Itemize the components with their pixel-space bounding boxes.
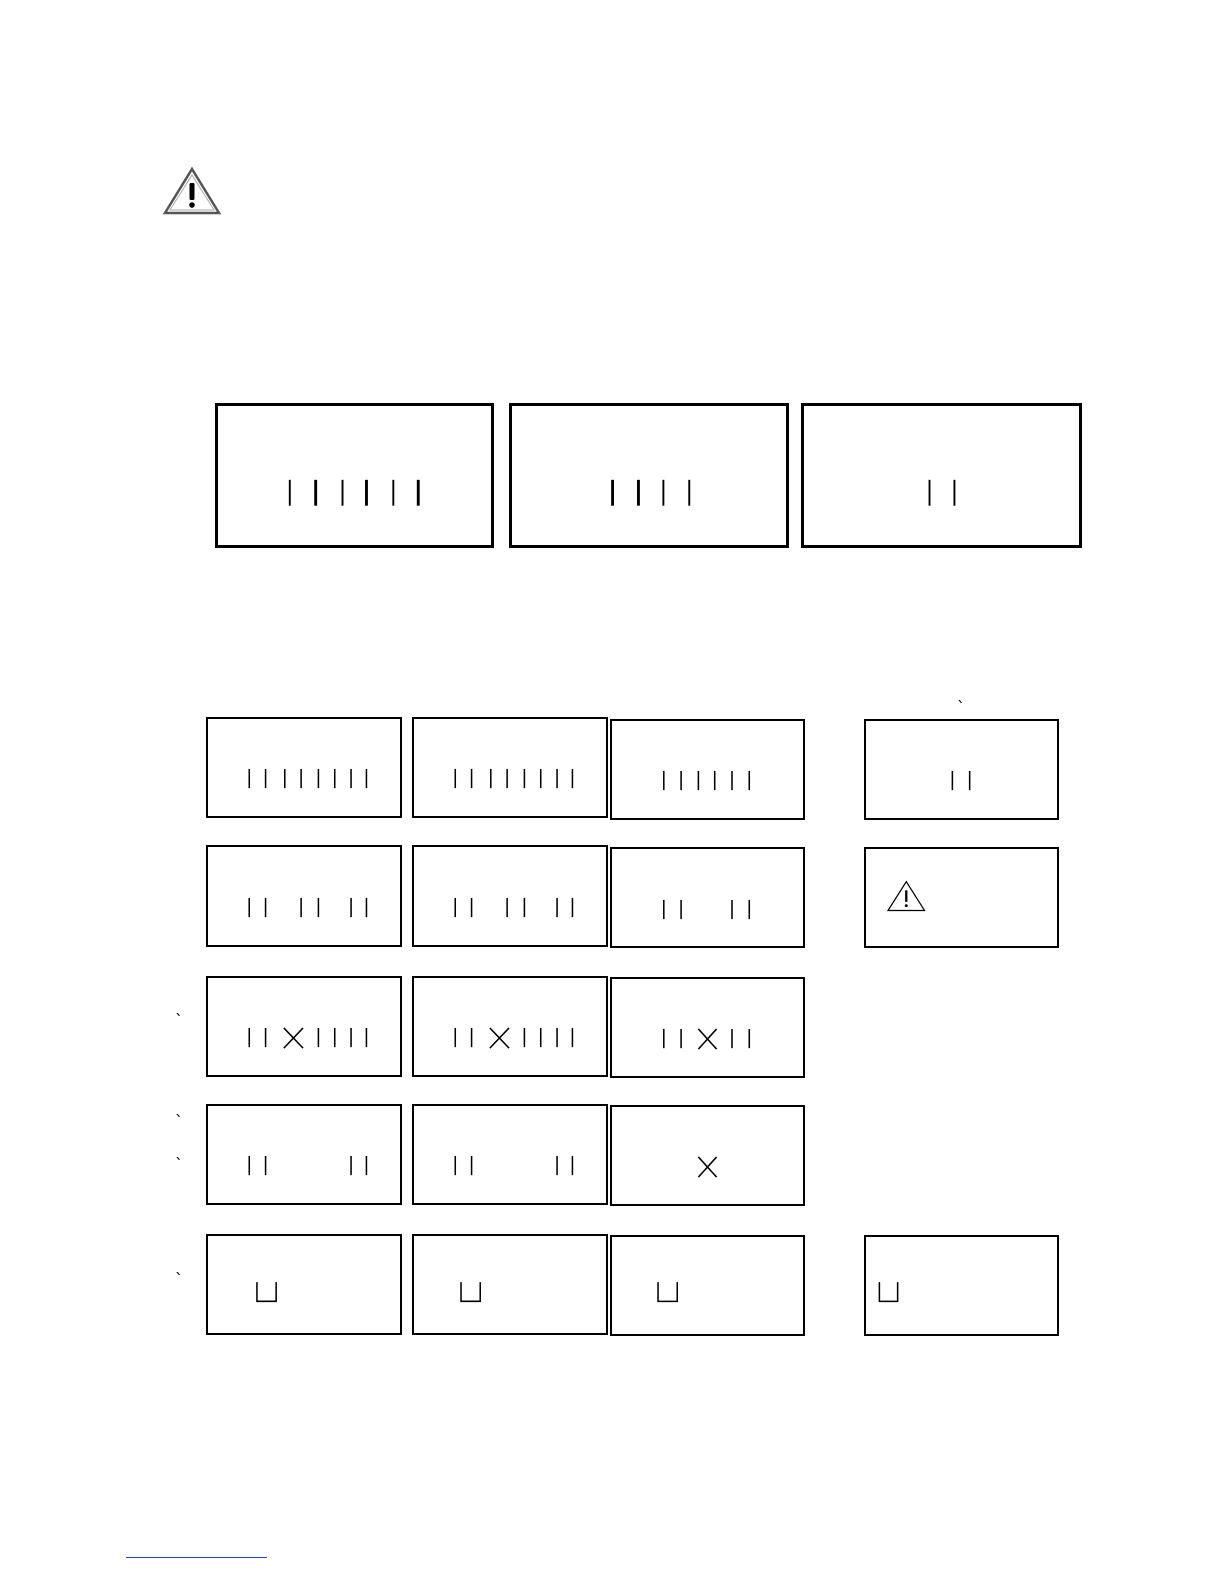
grid-cell-r1c2 xyxy=(412,717,608,818)
grid-cell-r5c3 xyxy=(610,1235,805,1336)
grid-cell-r2c2 xyxy=(412,845,608,947)
backtick-mark: ` xyxy=(175,1270,183,1289)
grid-cell-r2c1 xyxy=(206,845,402,947)
grid-cell-r4c3 xyxy=(610,1105,805,1206)
grid-cell-r1c4 xyxy=(864,719,1059,820)
grid-cell-r5c1 xyxy=(206,1234,402,1335)
top-panel-1 xyxy=(215,403,494,548)
grid-cell-r3c1 xyxy=(206,976,402,1077)
warning-triangle-icon xyxy=(888,882,924,911)
grid-cell-r1c1 xyxy=(206,717,402,818)
grid-cell-r3c2 xyxy=(412,976,608,1077)
footer-link-underline[interactable] xyxy=(126,1557,267,1558)
warning-triangle-icon xyxy=(162,166,222,216)
backtick-mark: ` xyxy=(175,1011,183,1030)
backtick-mark: ` xyxy=(957,698,965,717)
grid-cell-r5c4 xyxy=(864,1235,1059,1336)
grid-cell-r4c2 xyxy=(412,1104,608,1205)
grid-cell-r2c3 xyxy=(610,847,805,948)
top-panel-2 xyxy=(509,403,789,548)
grid-cell-r4c1 xyxy=(206,1104,402,1205)
backtick-mark: ` xyxy=(175,1112,183,1131)
backtick-mark: ` xyxy=(175,1155,183,1174)
grid-cell-r3c3 xyxy=(610,977,805,1078)
grid-cell-r2c4 xyxy=(864,847,1059,948)
top-panel-3 xyxy=(801,403,1082,548)
grid-cell-r1c3 xyxy=(610,719,805,820)
grid-cell-r5c2 xyxy=(412,1234,608,1335)
